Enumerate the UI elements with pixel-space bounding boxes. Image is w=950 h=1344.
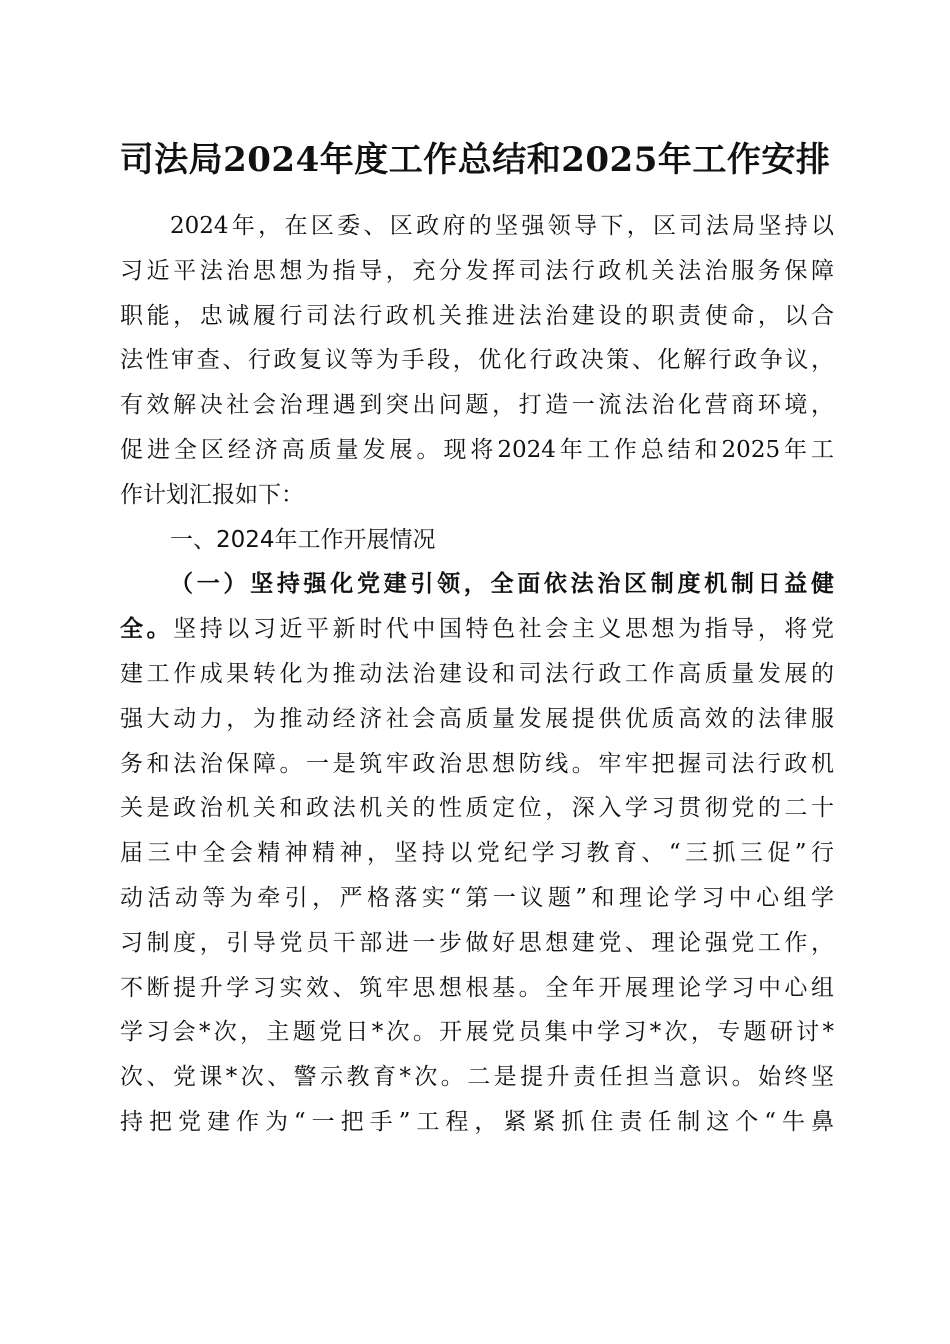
- subsection-heading-cont: 全。: [120, 615, 174, 643]
- body-text: 坚持以习近平新时代中国特色社会主义思想为指导，将党: [173, 616, 835, 643]
- intro-line: 职能，忠诚履行司法行政机关推进法治建设的职责使命，以合: [120, 302, 834, 329]
- intro-line: 习近平法治思想为指导，充分发挥司法行政机关法治服务保障: [120, 257, 834, 284]
- body-line: 关是政治机关和政法机关的性质定位，深入学习贯彻党的二十: [120, 795, 834, 822]
- intro-line: 2024年，在区委、区政府的坚强领导下，区司法局坚持以: [170, 213, 834, 239]
- subsection-heading: （一）坚持强化党建引领，全面依法治区制度机制日益健: [170, 570, 834, 598]
- body-line: [120, 607, 834, 652]
- body-line: 持把党建作为“一把手”工程，紧紧抓住责任制这个“牛鼻: [120, 1108, 834, 1135]
- body-line: 次、党课*次、警示教育*次。二是提升责任担当意识。始终坚: [120, 1064, 834, 1091]
- intro-line: 促进全区经济高质量发展。现将2024年工作总结和2025年工: [120, 436, 834, 463]
- body-line: 习制度，引导党员干部进一步做好思想建党、理论强党工作，: [120, 929, 834, 956]
- section-heading: 一、2024年工作开展情况: [170, 526, 436, 553]
- document-body: [120, 204, 834, 1145]
- body-line: 届三中全会精神精神，坚持以党纪学习教育、“三抓三促”行: [120, 840, 834, 867]
- intro-line: 作计划汇报如下：: [120, 481, 304, 508]
- intro-line: 有效解决社会治理遇到突出问题，打造一流法治化营商环境，: [120, 392, 834, 419]
- body-line: 不断提升学习实效、筑牢思想根基。全年开展理论学习中心组: [120, 974, 834, 1001]
- body-line: 建工作成果转化为推动法治建设和司法行政工作高质量发展的: [120, 660, 834, 687]
- body-line: 务和法治保障。一是筑牢政治思想防线。牢牢把握司法行政机: [120, 750, 834, 777]
- body-line: 学习会*次，主题党日*次。开展党员集中学习*次，专题研讨*: [120, 1019, 835, 1046]
- intro-line: 法性审查、行政复议等为手段，优化行政决策、化解行政争议，: [120, 347, 834, 374]
- body-line: 动活动等为牵引，严格落实“第一议题”和理论学习中心组学: [120, 884, 834, 911]
- document-title: 司法局2024年度工作总结和2025年工作安排: [119, 140, 831, 180]
- body-line: 强大动力，为推动经济社会高质量发展提供优质高效的法律服: [120, 705, 834, 732]
